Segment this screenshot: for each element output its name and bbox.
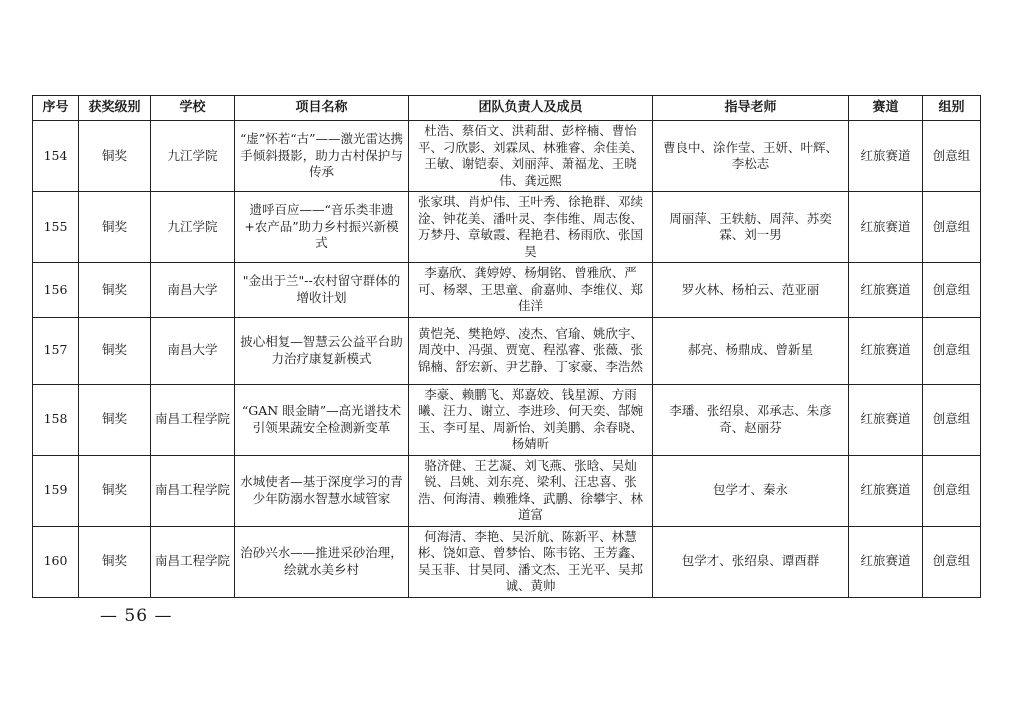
table-row [33,317,981,384]
cell-school: 南昌大学 [151,263,235,318]
cell-track: 红旅赛道 [849,455,923,526]
cell-members: 张家琪、肖炉伟、王叶秀、徐艳群、邓续淦、钟花美、潘叶灵、李伟维、周志俊、万梦丹、章敏霞、程艳君、杨雨欣、张国昊 [409,192,653,263]
cell-project: “虚”怀若“古”——激光雷达携手倾斜摄影，助力古村保护与传承 [235,121,409,192]
table-row [33,192,981,263]
cell-no: 160 [33,526,79,597]
cell-advisors: 包学才、秦永 [653,455,849,526]
cell-track: 红旅赛道 [849,121,923,192]
table-row [33,384,981,455]
header-project: 项目名称 [235,96,409,121]
cell-project: 水城使者—基于深度学习的青少年防溺水智慧水域管家 [235,455,409,526]
table-row [33,455,981,526]
header-members: 团队负责人及成员 [409,96,653,121]
cell-project: “GAN 眼金睛”—高光谱技术引领果蔬安全检测新变革 [235,384,409,455]
cell-no: 157 [33,317,79,384]
table-header-row [33,96,981,121]
cell-no: 154 [33,121,79,192]
cell-group: 创意组 [923,192,981,263]
cell-no: 156 [33,263,79,318]
cell-group: 创意组 [923,317,981,384]
cell-track: 红旅赛道 [849,317,923,384]
cell-no: 155 [33,192,79,263]
cell-track: 红旅赛道 [849,263,923,318]
cell-group: 创意组 [923,384,981,455]
page-number: — 56 — [100,606,173,626]
cell-track: 红旅赛道 [849,384,923,455]
cell-advisors: 曹良中、涂作莹、王妍、叶辉、李松志 [653,121,849,192]
cell-advisors: 郝亮、杨鼎成、曾新星 [653,317,849,384]
cell-level: 铜奖 [79,317,151,384]
cell-advisors: 周丽萍、王轶舫、周萍、苏奕霖、刘一男 [653,192,849,263]
cell-members: 杜浩、蔡佰文、洪莉甜、彭梓楠、曹怡平、刁欣影、刘霖凤、林雅睿、余佳美、王敏、谢铠泰、刘丽萍、萧福龙、王晓伟、龚远熙 [409,121,653,192]
table-row [33,263,981,318]
cell-project: "金出于兰"--农村留守群体的增收计划 [235,263,409,318]
cell-track: 红旅赛道 [849,192,923,263]
cell-project: 披心相复—智慧云公益平台助力治疗康复新模式 [235,317,409,384]
cell-members: 何海清、李艳、吴沂航、陈新平、林慧彬、饶如意、曾梦怡、陈韦铭、王芳鑫、吴玉菲、甘昊同、潘文杰、王光平、吴邦诚、黄帅 [409,526,653,597]
cell-project: 治砂兴水——推进采砂治理，绘就水美乡村 [235,526,409,597]
header-advisors: 指导老师 [653,96,849,121]
cell-level: 铜奖 [79,526,151,597]
cell-group: 创意组 [923,455,981,526]
cell-group: 创意组 [923,263,981,318]
table-row [33,121,981,192]
cell-level: 铜奖 [79,384,151,455]
cell-members: 黄恺尧、樊艳婷、凌杰、官瑜、姚欣宇、周茂中、冯强、贾宽、程泓睿、张薇、张锦楠、舒宏新、尹艺静、丁家豪、李浩然 [409,317,653,384]
cell-school: 九江学院 [151,192,235,263]
table-row [33,526,981,597]
header-track: 赛道 [849,96,923,121]
cell-school: 九江学院 [151,121,235,192]
cell-advisors: 包学才、张绍泉、谭酉群 [653,526,849,597]
cell-no: 158 [33,384,79,455]
cell-level: 铜奖 [79,121,151,192]
header-group: 组别 [923,96,981,121]
cell-advisors: 李璠、张绍泉、邓承志、朱彦奇、赵丽芬 [653,384,849,455]
cell-school: 南昌工程学院 [151,384,235,455]
cell-level: 铜奖 [79,192,151,263]
cell-group: 创意组 [923,526,981,597]
cell-members: 李嘉欣、龚婷婷、杨炯铭、曾雅欣、严可、杨翠、王思童、俞嘉帅、李维仪、郑佳洋 [409,263,653,318]
cell-level: 铜奖 [79,455,151,526]
cell-advisors: 罗火林、杨柏云、范亚丽 [653,263,849,318]
cell-no: 159 [33,455,79,526]
cell-school: 南昌工程学院 [151,455,235,526]
header-school: 学校 [151,96,235,121]
cell-school: 南昌大学 [151,317,235,384]
cell-members: 骆济健、王艺凝、刘飞燕、张晗、吴灿锐、吕姚、刘东亮、梁利、汪忠喜、张浩、何海清、赖雅烽、武鹏、徐攀宇、林道富 [409,455,653,526]
cell-track: 红旅赛道 [849,526,923,597]
cell-project: 遗呼百应——“音乐类非遗+农产品”助力乡村振兴新模式 [235,192,409,263]
header-no: 序号 [33,96,79,121]
awards-table [32,95,981,598]
cell-members: 李豪、赖鹏飞、郑嘉姣、钱星源、方雨曦、汪力、谢立、李进珍、何天奕、郜婉玉、李可星、周新怡、刘美鹏、余春晓、杨婧昕 [409,384,653,455]
cell-level: 铜奖 [79,263,151,318]
header-level: 获奖级别 [79,96,151,121]
cell-group: 创意组 [923,121,981,192]
cell-school: 南昌工程学院 [151,526,235,597]
